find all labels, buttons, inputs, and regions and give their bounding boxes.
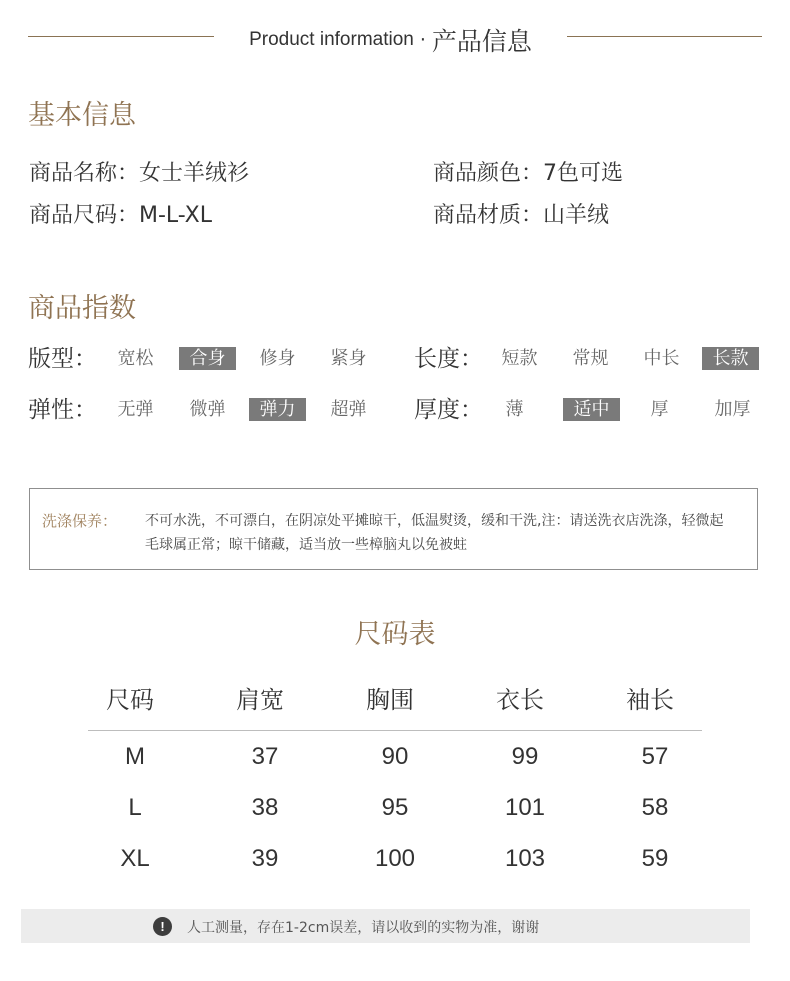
product-material-info: 商品材质：山羊绒 <box>433 203 610 228</box>
header-right-rule <box>567 36 762 37</box>
product-color-info: 商品颜色：7色可选 <box>433 161 623 186</box>
care-label: 洗涤保养： <box>42 512 118 530</box>
fit-option-slim: 修身 <box>259 348 296 369</box>
measurement-note-text: 人工测量，存在1-2cm误差，请以收到的实物为准，谢谢 <box>187 920 540 936</box>
cell-size: M <box>125 743 145 770</box>
header-title-zh: 产品信息 <box>431 27 532 56</box>
table-row <box>70 837 720 888</box>
index-row-2 <box>28 395 768 425</box>
size-table <box>70 678 720 888</box>
length-option-long-selected: 长款 <box>702 347 759 370</box>
cell-chest: 95 <box>381 794 409 821</box>
fit-label: 版型： <box>28 346 97 372</box>
header-title <box>214 22 567 58</box>
length-label: 长度： <box>414 346 483 372</box>
cell-length: 101 <box>504 794 546 821</box>
length-option-medium: 中长 <box>643 348 680 369</box>
header-sleeve: 袖长 <box>626 686 674 714</box>
cell-sleeve: 58 <box>641 794 669 821</box>
thickness-option-extra-thick: 加厚 <box>714 399 751 420</box>
exclamation-icon: ! <box>153 917 172 936</box>
header-shoulder: 肩宽 <box>236 686 284 714</box>
cell-length: 103 <box>504 845 546 872</box>
elasticity-option-none: 无弹 <box>117 399 154 420</box>
elasticity-option-stretch-selected: 弹力 <box>249 398 306 421</box>
fit-option-tight: 紧身 <box>330 348 367 369</box>
cell-chest: 100 <box>374 845 416 872</box>
elasticity-option-slight: 微弹 <box>189 399 226 420</box>
cell-chest: 90 <box>381 743 409 770</box>
fit-option-regular-selected: 合身 <box>179 347 236 370</box>
cell-size: L <box>128 794 142 821</box>
header-separator-dot: · <box>419 29 426 51</box>
length-option-normal: 常规 <box>572 348 609 369</box>
care-instructions-box <box>29 488 758 570</box>
index-row-1 <box>28 344 768 374</box>
header-size: 尺码 <box>106 686 154 714</box>
thickness-option-thin: 薄 <box>505 399 524 420</box>
table-row <box>70 786 720 837</box>
size-table-header <box>88 678 702 731</box>
header-left-rule <box>28 36 214 37</box>
care-text: 不可水洗，不可漂白，在阴凉处平摊晾干，低温熨烫，缓和干洗,注：请送洗衣店洗涤，轻微起毛球属正常；晾干储藏，适当放一些樟脑丸以免被蛀 <box>145 513 724 553</box>
elasticity-label: 弹性： <box>28 397 97 423</box>
header-title-en: Product information <box>249 29 414 50</box>
measurement-note-bar <box>21 909 750 943</box>
elasticity-option-super: 超弹 <box>330 399 367 420</box>
fit-option-loose: 宽松 <box>117 348 154 369</box>
product-name-info: 商品名称：女士羊绒衫 <box>29 161 250 186</box>
cell-size: XL <box>120 845 150 872</box>
section-header <box>0 22 790 58</box>
cell-length: 99 <box>511 743 539 770</box>
thickness-option-thick: 厚 <box>650 399 669 420</box>
cell-sleeve: 57 <box>641 743 669 770</box>
product-size-info: 商品尺码：M-L-XL <box>29 203 212 228</box>
cell-shoulder: 37 <box>251 743 279 770</box>
header-chest: 胸围 <box>366 686 414 714</box>
basic-info-title: 基本信息 <box>28 100 136 131</box>
cell-shoulder: 39 <box>251 845 279 872</box>
thickness-label: 厚度： <box>414 397 483 423</box>
table-row <box>70 735 720 786</box>
header-length: 衣长 <box>496 686 544 714</box>
cell-sleeve: 59 <box>641 845 669 872</box>
size-chart-title: 尺码表 <box>354 619 436 650</box>
thickness-option-medium-selected: 适中 <box>563 398 620 421</box>
product-index-title: 商品指数 <box>28 293 136 324</box>
cell-shoulder: 38 <box>251 794 279 821</box>
length-option-short: 短款 <box>501 348 538 369</box>
